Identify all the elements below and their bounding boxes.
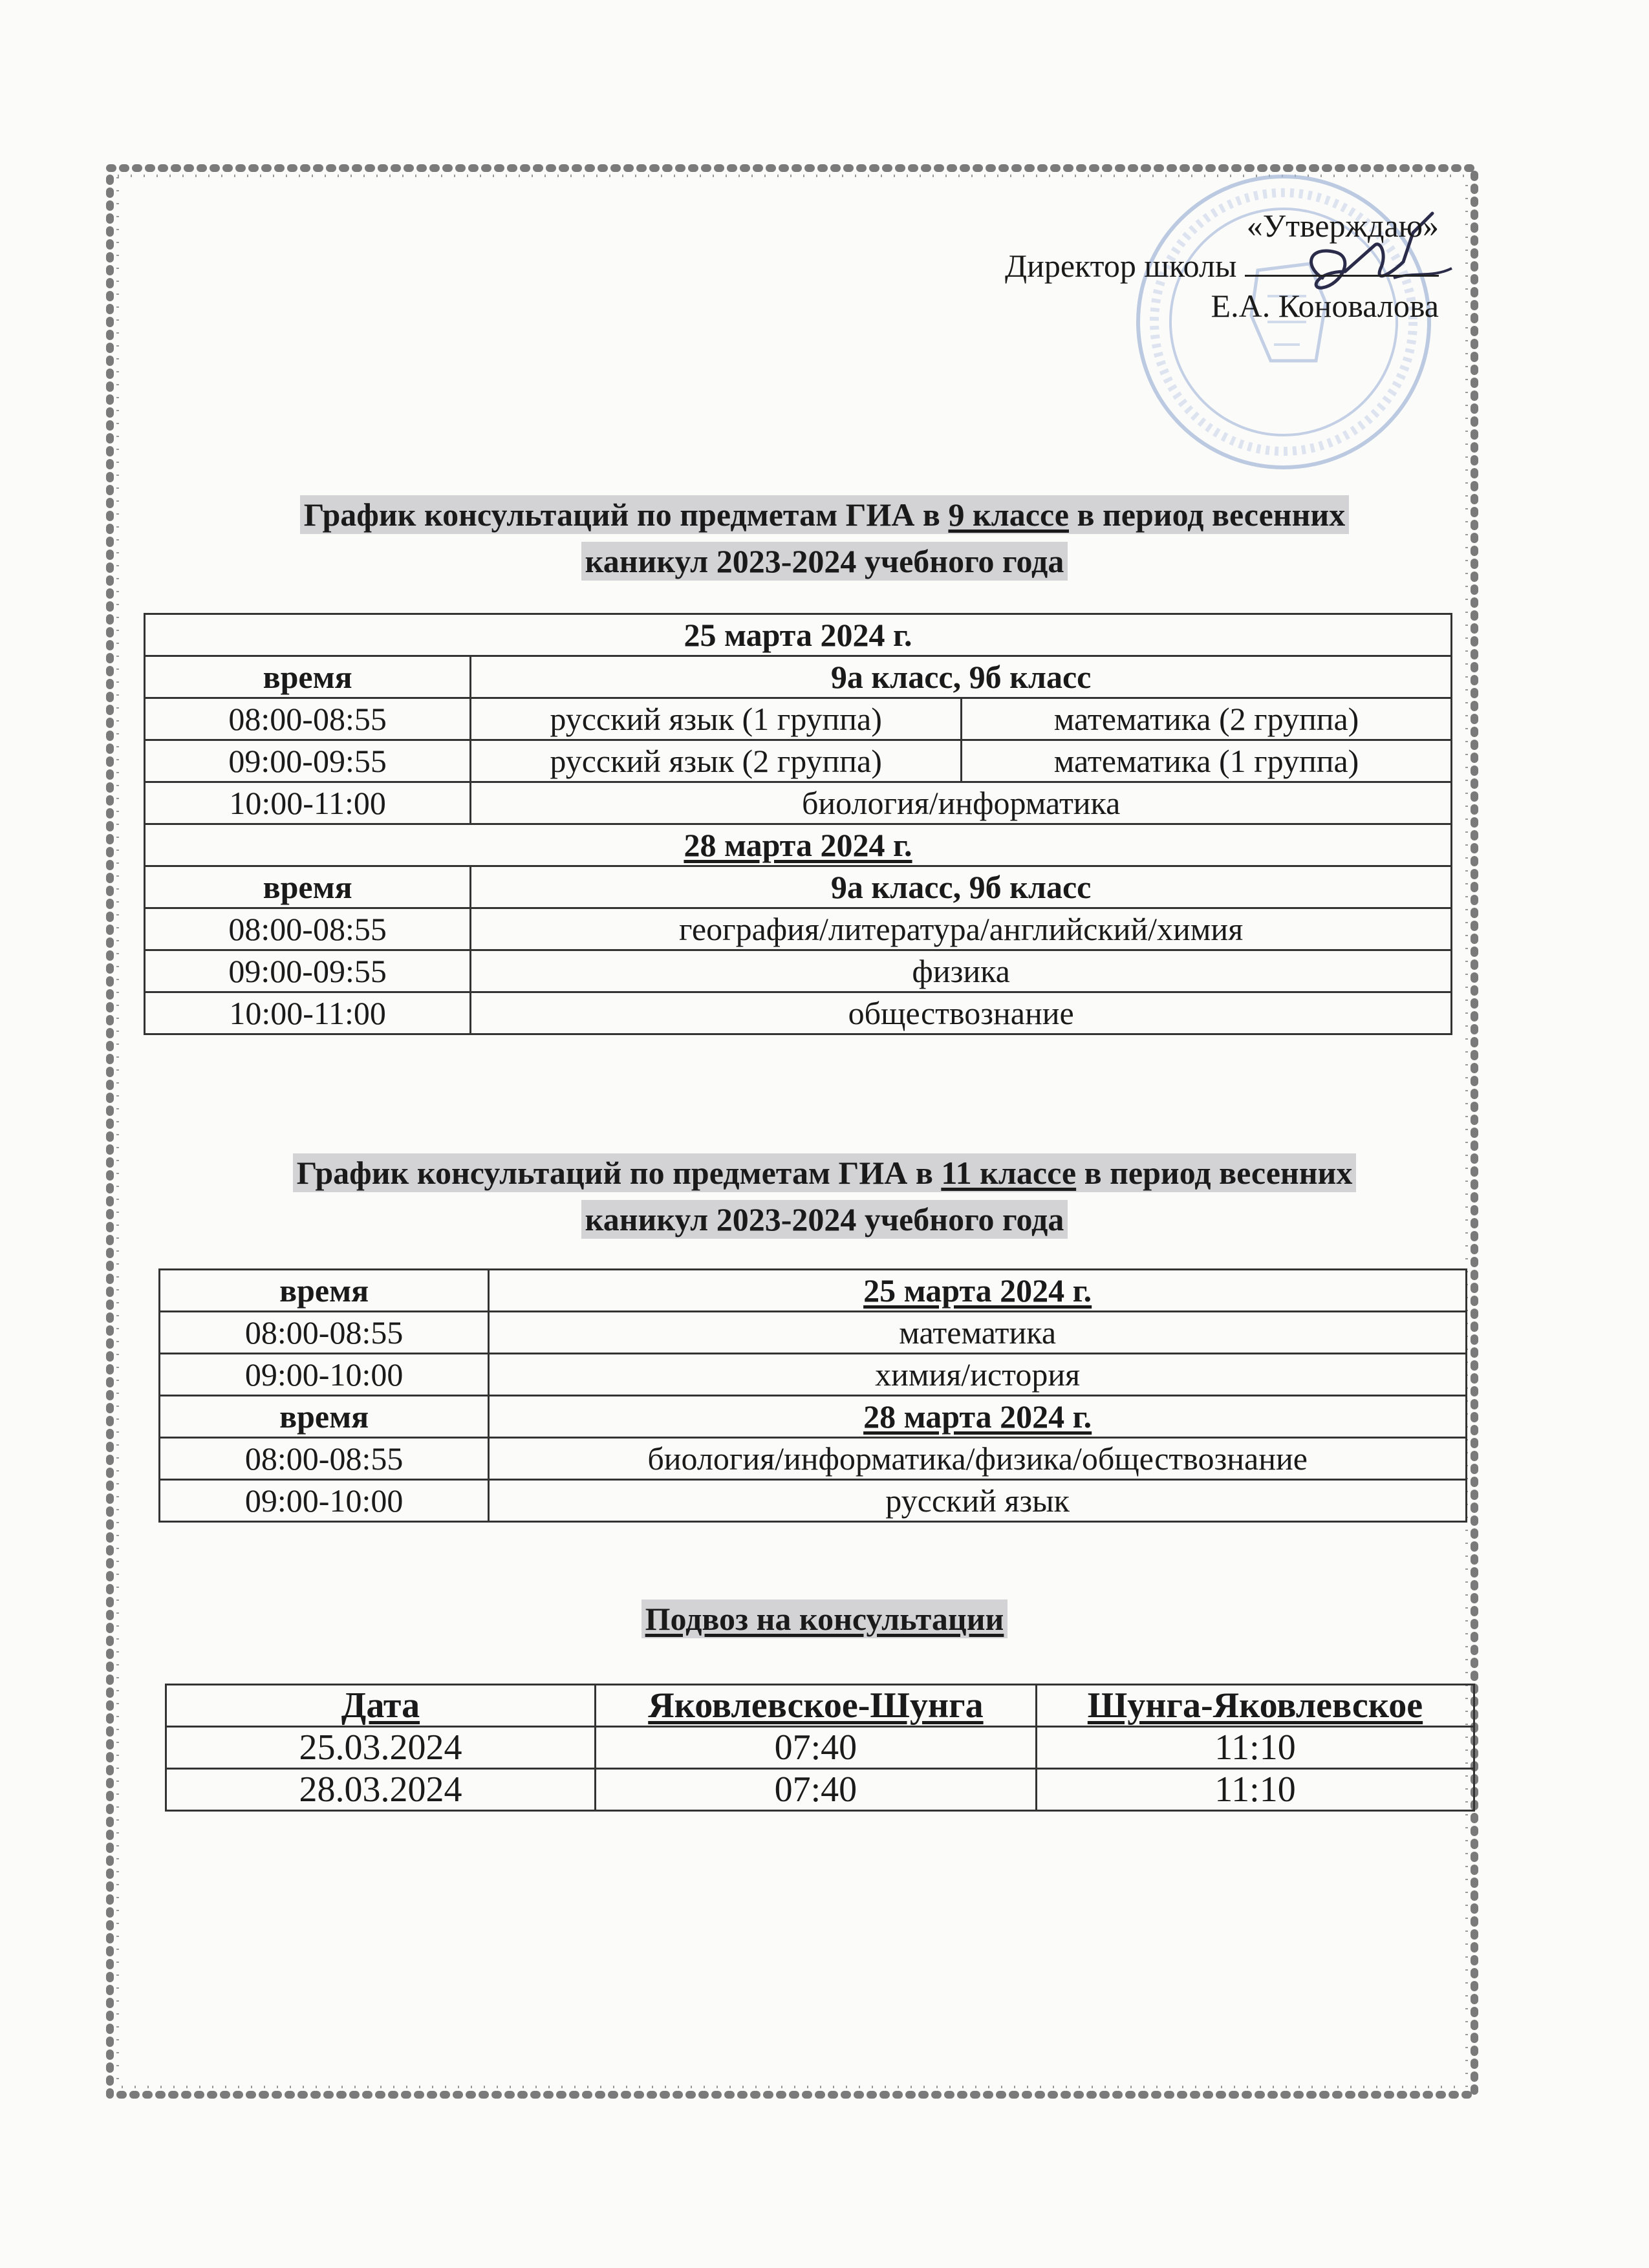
grade9-schedule-table bbox=[144, 613, 1452, 1035]
table-row bbox=[166, 1685, 1474, 1727]
grade11-day1-date: 25 марта 2024 г. bbox=[489, 1270, 1467, 1312]
subject-cell: русский язык (1 группа) bbox=[471, 698, 962, 740]
subject-cell: география/литература/английский/химия bbox=[471, 908, 1452, 950]
class-header: 9а класс, 9б класс bbox=[471, 866, 1452, 908]
transport-title bbox=[0, 1596, 1649, 1642]
table-row bbox=[145, 656, 1452, 698]
time-cell: 08:00-08:55 bbox=[160, 1438, 489, 1480]
grade11-title bbox=[0, 1150, 1649, 1243]
grade9-day1-date: 25 марта 2024 г. bbox=[145, 614, 1452, 656]
subject-cell: биология/информатика bbox=[471, 782, 1452, 824]
time-cell: 09:00-10:00 bbox=[160, 1480, 489, 1522]
grade9-title-part2: в период весенних bbox=[1077, 497, 1346, 533]
time-cell: 09:00-09:55 bbox=[145, 950, 471, 992]
subject-cell: математика bbox=[489, 1312, 1467, 1354]
table-row bbox=[145, 824, 1452, 866]
transport-table bbox=[165, 1684, 1475, 1812]
subject-cell: русский язык (2 группа) bbox=[471, 740, 962, 782]
grade11-day2-date: 28 марта 2024 г. bbox=[489, 1396, 1467, 1438]
subject-cell: физика bbox=[471, 950, 1452, 992]
approve-label: «Утверждаю» bbox=[1246, 208, 1439, 244]
time-cell: 10:00-11:00 bbox=[145, 992, 471, 1034]
grade11-title-part2: в период весенних bbox=[1084, 1155, 1353, 1191]
time-header: время bbox=[145, 656, 471, 698]
time-cell: 09:00-09:55 bbox=[145, 740, 471, 782]
grade9-day2-date: 28 марта 2024 г. bbox=[145, 824, 1452, 866]
column-header: Яковлевское-Шунга bbox=[595, 1685, 1036, 1727]
time-cell: 11:10 bbox=[1036, 1727, 1474, 1769]
time-cell: 10:00-11:00 bbox=[145, 782, 471, 824]
grade9-title bbox=[0, 491, 1649, 584]
grade9-title-part1: График консультаций по предметам ГИА в bbox=[303, 497, 940, 533]
subject-cell: математика (1 группа) bbox=[962, 740, 1452, 782]
table-row bbox=[145, 950, 1452, 992]
time-cell: 07:40 bbox=[595, 1769, 1036, 1811]
time-header: время bbox=[160, 1270, 489, 1312]
subject-cell: обществознание bbox=[471, 992, 1452, 1034]
grade9-title-class: 9 классе bbox=[948, 497, 1069, 533]
column-header: Шунга-Яковлевское bbox=[1036, 1685, 1474, 1727]
transport-title-text: Подвоз на консультации bbox=[641, 1599, 1008, 1638]
table-row bbox=[160, 1438, 1467, 1480]
table-row bbox=[145, 698, 1452, 740]
grade11-schedule-table bbox=[158, 1268, 1467, 1523]
table-row bbox=[145, 740, 1452, 782]
time-cell: 07:40 bbox=[595, 1727, 1036, 1769]
table-row bbox=[145, 908, 1452, 950]
date-cell: 28.03.2024 bbox=[166, 1769, 596, 1811]
date-cell: 25.03.2024 bbox=[166, 1727, 596, 1769]
table-row bbox=[166, 1769, 1474, 1811]
director-name: Е.А. Коновалова bbox=[1211, 288, 1439, 324]
subject-cell: русский язык bbox=[489, 1480, 1467, 1522]
subject-cell: математика (2 группа) bbox=[962, 698, 1452, 740]
table-row bbox=[160, 1396, 1467, 1438]
time-cell: 11:10 bbox=[1036, 1769, 1474, 1811]
grade11-title-part1: График консультаций по предметам ГИА в bbox=[296, 1155, 933, 1191]
table-row bbox=[145, 866, 1452, 908]
table-row bbox=[145, 782, 1452, 824]
time-header: время bbox=[160, 1396, 489, 1438]
column-header: Дата bbox=[166, 1685, 596, 1727]
director-label: Директор школы bbox=[1004, 248, 1237, 284]
time-cell: 09:00-10:00 bbox=[160, 1354, 489, 1396]
time-cell: 08:00-08:55 bbox=[145, 698, 471, 740]
table-row bbox=[160, 1270, 1467, 1312]
subject-cell: биология/информатика/физика/обществознание bbox=[489, 1438, 1467, 1480]
grade11-title-line2: каникул 2023-2024 учебного года bbox=[581, 1200, 1068, 1239]
table-row bbox=[160, 1480, 1467, 1522]
grade11-title-class: 11 классе bbox=[941, 1155, 1077, 1191]
class-header: 9а класс, 9б класс bbox=[471, 656, 1452, 698]
table-row bbox=[160, 1312, 1467, 1354]
subject-cell: химия/история bbox=[489, 1354, 1467, 1396]
time-cell: 08:00-08:55 bbox=[145, 908, 471, 950]
signature-line bbox=[1245, 246, 1439, 277]
time-header: время bbox=[145, 866, 471, 908]
time-cell: 08:00-08:55 bbox=[160, 1312, 489, 1354]
table-row bbox=[145, 992, 1452, 1034]
table-row bbox=[145, 614, 1452, 656]
grade9-title-line2: каникул 2023-2024 учебного года bbox=[581, 542, 1068, 581]
table-row bbox=[160, 1354, 1467, 1396]
table-row bbox=[166, 1727, 1474, 1769]
approval-block bbox=[1005, 206, 1439, 326]
